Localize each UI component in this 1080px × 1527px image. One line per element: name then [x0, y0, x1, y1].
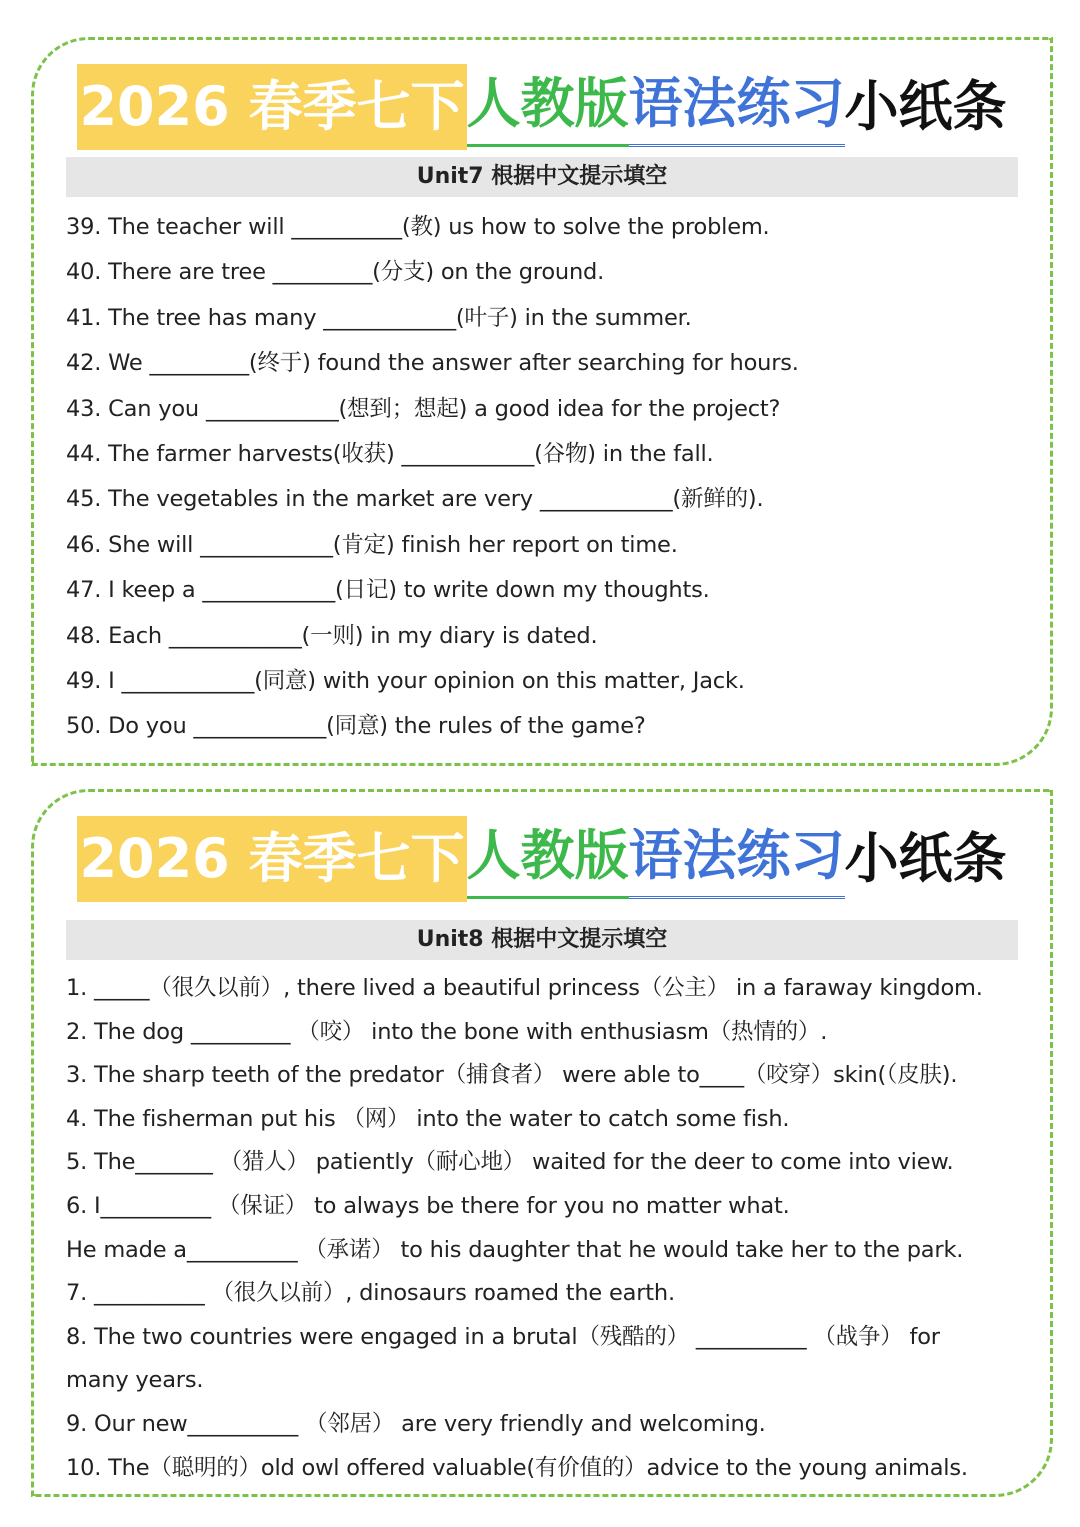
title-highlight: 2026 春季七下 — [77, 816, 466, 902]
unit-heading: Unit8 根据中文提示填空 — [66, 920, 1018, 960]
exercise-item: 41. The tree has many ____________(叶子) in the summer. — [66, 304, 692, 331]
exercise-item: 42. We _________(终于) found the answer after searching for hours. — [66, 350, 799, 377]
exercise-item: 5. The_______ （猎人） patiently（耐心地） waited for the deer to come into view. — [66, 1149, 954, 1176]
exercise-item: 1. _____（很久以前）, there lived a beautiful princess（公主） in a faraway kingdom. — [66, 975, 983, 1001]
exercise-item: many years. — [66, 1367, 204, 1394]
exercise-item: 6. I__________ （保证） to always be there for you no matter what. — [66, 1192, 790, 1219]
worksheet-card-unit8 — [31, 789, 1053, 1497]
exercise-item: 7. __________ （很久以前）, dinosaurs roamed the earth. — [66, 1280, 675, 1307]
title-publisher: 人教版 — [467, 64, 629, 147]
exercise-item: 43. Can you ____________(想到；想起) a good idea for the project? — [66, 395, 781, 422]
title-publisher: 人教版 — [467, 816, 629, 899]
worksheet-title — [34, 816, 1050, 906]
exercise-item: 50. Do you ____________(同意) the rules of the game? — [66, 713, 646, 740]
exercise-item: 9. Our new__________ （邻居） are very friendly and welcoming. — [66, 1410, 766, 1437]
title-suffix: 小纸条 — [844, 75, 1007, 138]
exercise-list — [66, 205, 1030, 750]
exercise-item: 40. There are tree _________(分支) on the ground. — [66, 259, 605, 286]
title-suffix: 小纸条 — [844, 827, 1007, 890]
title-subject: 语法练习 — [629, 816, 845, 899]
exercise-item: 44. The farmer harvests(收获) ____________(谷物) in the fall. — [66, 440, 714, 467]
exercise-item: 46. She will ____________(肯定) finish her report on time. — [66, 531, 678, 558]
exercise-item: He made a__________ （承诺） to his daughter that he would take her to the park. — [66, 1236, 964, 1263]
exercise-item: 45. The vegetables in the market are very ____________(新鲜的). — [66, 486, 764, 513]
exercise-item: 47. I keep a ____________(日记) to write down my thoughts. — [66, 577, 710, 604]
exercise-list — [66, 967, 1030, 1490]
exercise-item: 10. The（聪明的）old owl offered valuable(有价值的）advice to the young animals. — [66, 1454, 968, 1481]
worksheet-card-unit7 — [31, 37, 1053, 766]
exercise-item: 8. The two countries were engaged in a brutal（残酷的） __________ （战争） for — [66, 1323, 940, 1350]
title-subject: 语法练习 — [629, 64, 845, 147]
title-highlight: 2026 春季七下 — [77, 64, 466, 150]
exercise-item: 2. The dog _________ （咬） into the bone with enthusiasm（热情的）. — [66, 1018, 828, 1045]
worksheet-title — [34, 64, 1050, 154]
exercise-item: 3. The sharp teeth of the predator（捕食者） were able to____（咬穿）skin(（皮肤). — [66, 1062, 958, 1089]
exercise-item: 39. The teacher will __________(教) us how to solve the problem. — [66, 214, 770, 240]
unit-heading: Unit7 根据中文提示填空 — [66, 157, 1018, 197]
exercise-item: 48. Each ____________(一则) in my diary is dated. — [66, 622, 598, 649]
exercise-item: 4. The fisherman put his （网） into the water to catch some fish. — [66, 1105, 790, 1132]
exercise-item: 49. I ____________(同意) with your opinion on this matter, Jack. — [66, 667, 745, 694]
